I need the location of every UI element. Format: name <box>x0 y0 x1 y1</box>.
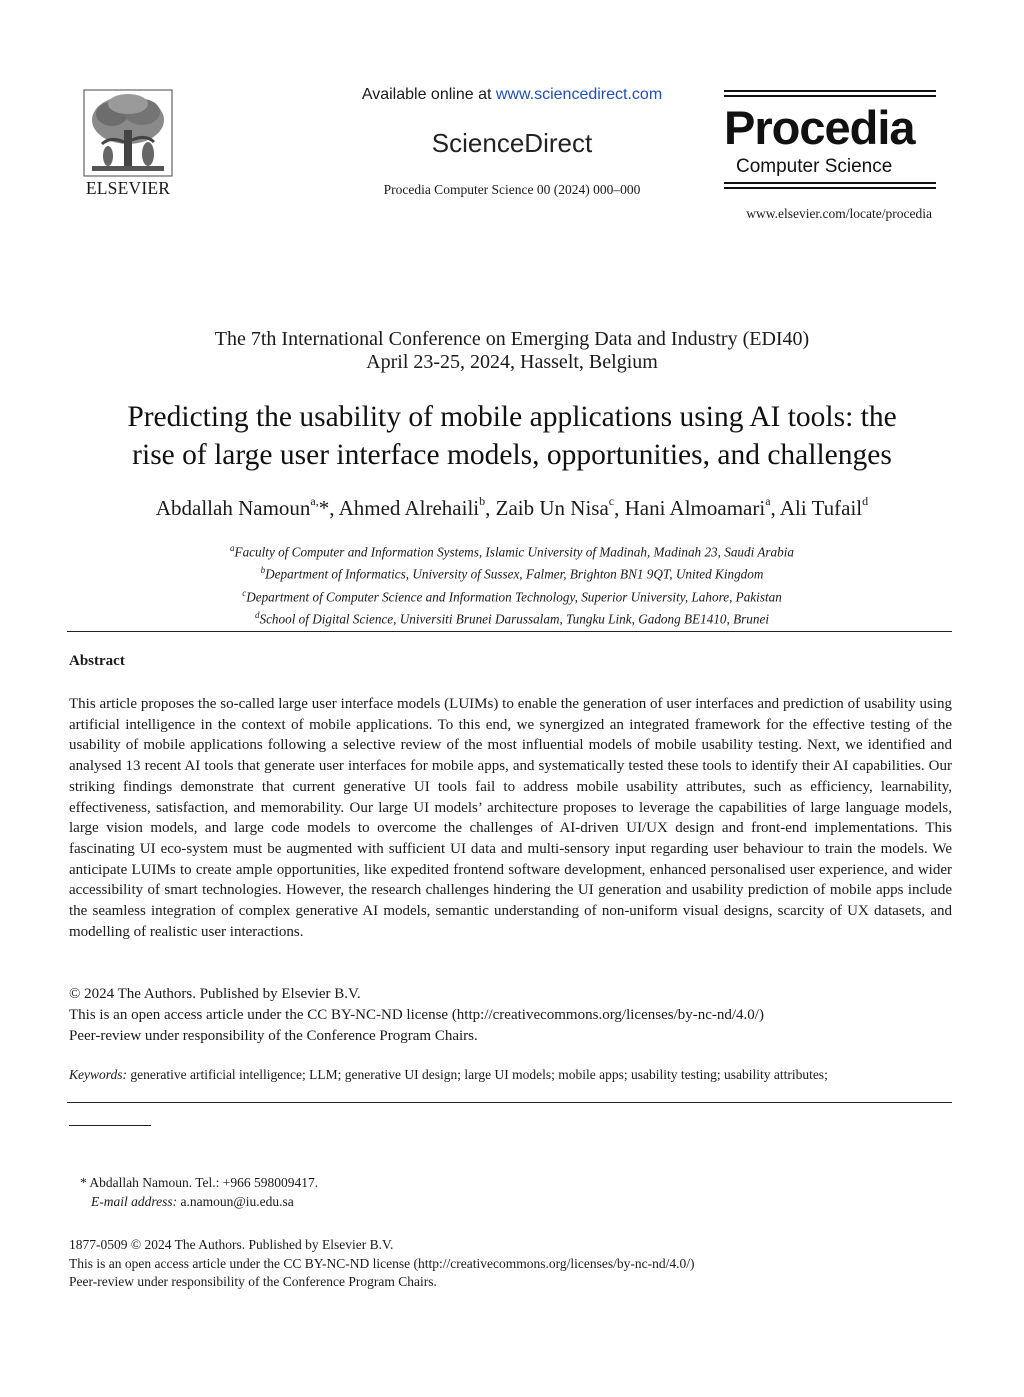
journal-reference: Procedia Computer Science 00 (2024) 000–000 <box>383 182 641 197</box>
issn-copyright-block <box>69 1236 694 1292</box>
affiliation <box>0 606 1024 628</box>
affiliation-mark: b <box>260 565 266 576</box>
affiliation <box>0 561 1024 583</box>
footnote-email <box>80 1193 318 1212</box>
procedia-rule <box>724 182 936 184</box>
affiliation-list <box>0 539 1024 629</box>
author-separator: , <box>614 496 625 520</box>
license-line: This is an open access article under the CC BY-NC-ND license (http://creativecommons.org/licenses/by-nc-nd/4.0/) <box>69 1255 695 1271</box>
elsevier-locate-url[interactable]: www.elsevier.com/locate/procedia <box>746 206 932 221</box>
author-affil-mark: c <box>608 494 615 508</box>
divider <box>67 1102 952 1103</box>
author <box>625 496 780 520</box>
email-label: E-mail address: <box>91 1193 178 1209</box>
peer-review-line: Peer-review under responsibility of the Conference Program Chairs. <box>69 1028 478 1044</box>
affiliation-mark: a <box>230 543 235 553</box>
keywords <box>69 1067 952 1083</box>
abstract-heading: Abstract <box>69 653 125 669</box>
conference-date-location: April 23-25, 2024, Hasselt, Belgium <box>366 351 658 373</box>
author-affil-mark: a, <box>310 494 319 508</box>
footnote-contact <box>80 1174 318 1193</box>
author <box>156 496 339 520</box>
keywords-text: generative artificial intelligence; LLM; generative UI design; large UI models; mobile apps; usability testing; usability attributes; <box>127 1067 828 1082</box>
author-separator: , <box>485 496 496 520</box>
author <box>496 496 625 520</box>
conference-info <box>0 328 1024 374</box>
procedia-wordmark: Procedia <box>724 101 915 154</box>
author-list <box>0 496 1024 521</box>
author-name: Hani Almoamari <box>624 496 766 520</box>
license-line: This is an open access article under the CC BY-NC-ND license (http://creativecommons.org/licenses/by-nc-nd/4.0/) <box>69 1007 764 1023</box>
author-name: Ali Tufail <box>779 496 863 520</box>
author-name: Ahmed Alrehaili <box>338 496 480 520</box>
author-separator: , <box>770 496 780 520</box>
affiliation-mark: d <box>254 610 260 621</box>
author-affil-mark: d <box>862 494 869 508</box>
copyright-line: © 2024 The Authors. Published by Elsevier B.V. <box>69 986 361 1002</box>
procedia-rule <box>724 187 936 189</box>
sciencedirect-heading: ScienceDirect <box>431 128 593 158</box>
author-name: Zaib Un Nisa <box>495 496 609 520</box>
copyright-block <box>69 984 952 1047</box>
footnote-mark: * <box>80 1175 87 1190</box>
corresponding-mark: * <box>318 496 330 520</box>
procedia-rule <box>724 95 936 97</box>
affiliation-text: Department of Computer Science and Information Technology, Superior University, Lahore, Pakistan <box>246 589 782 605</box>
affiliation <box>0 584 1024 606</box>
conference-name: The 7th International Conference on Emerging Data and Industry (EDI40) <box>214 328 810 350</box>
issn-line: 1877-0509 © 2024 The Authors. Published by Elsevier B.V. <box>69 1237 394 1252</box>
author-separator: , <box>329 496 339 520</box>
author <box>780 496 868 520</box>
title-line: rise of large user interface models, opportunities, and challenges <box>132 439 892 471</box>
affiliation-text: Faculty of Computer and Information Systems, Islamic University of Madinah, Madinah 23, Saudi Arabia <box>234 544 794 560</box>
divider <box>67 631 952 632</box>
author <box>339 496 496 520</box>
footnote-rule <box>69 1125 151 1126</box>
author-affil-mark: b <box>479 494 486 508</box>
affiliation-text: School of Digital Science, Universiti Brunei Darussalam, Tungku Link, Gadong BE1410, Brunei <box>259 611 769 627</box>
author-affil-mark: a <box>765 494 771 508</box>
affiliation <box>0 539 1024 561</box>
procedia-subtitle: Computer Science <box>736 156 893 177</box>
abstract-body: This article proposes the so-called large user interface models (LUIMs) to enable the generation of user interfaces and prediction of usability using artificial intelligence in the context of mobile applications. To this end, we synergized an integrated framework for the effective testing of the usability of mobile applications following a selective review of the most influential models of mobile usability testing. Next, we identified and analysed 13 recent AI tools that generate user interfaces for mobile apps, and systematically tested these tools to identify their AI capabilities. Our striking findings demonstrate that current generative UI tools fail to address mobile usability attributes, such as efficiency, learnability, effectiveness, satisfaction, and memorability. Our large UI models’ architecture proposes to leverage the capabilities of large language models, large vision models, and large code models to overcome the challenges of AI-driven UI/UX design and front-end implementations. This fascinating UI eco-system must be augmented with sufficient UI data and multi-sensory input regarding user behaviour to train the models. We anticipate LUIMs to create ample opportunities, like expedited frontend software development, enhanced personalised user experience, and wider accessibility of smart technologies. However, the research challenges hindering the UI generation and usability prediction of mobile apps include the seamless integration of complex generative AI models, semantic understanding of non-uniform visual designs, scarcity of UX datasets, and modelling of realistic user interactions. <box>69 696 952 940</box>
paper-title <box>40 398 984 474</box>
elsevier-wordmark: ELSEVIER <box>85 178 171 198</box>
author-name: Abdallah Namoun <box>155 496 311 520</box>
footnote-contact-text: Abdallah Namoun. Tel.: +966 598009417. <box>86 1175 319 1190</box>
title-line: Predicting the usability of mobile applications using AI tools: the <box>127 401 897 433</box>
affiliation-text: Department of Informatics, University of Sussex, Falmer, Brighton BN1 9QT, United Kingdom <box>265 566 764 582</box>
affiliation-mark: c <box>242 587 247 598</box>
keywords-label: Keywords: <box>69 1067 127 1082</box>
corresponding-author-footnote <box>80 1174 318 1211</box>
available-prefix: Available online at <box>361 86 496 103</box>
sciencedirect-link[interactable]: www.sciencedirect.com <box>495 86 663 103</box>
peer-review-line: Peer-review under responsibility of the Conference Program Chairs. <box>69 1274 437 1289</box>
email-address[interactable]: a.namoun@iu.edu.sa <box>177 1193 294 1209</box>
procedia-rule <box>724 90 936 92</box>
